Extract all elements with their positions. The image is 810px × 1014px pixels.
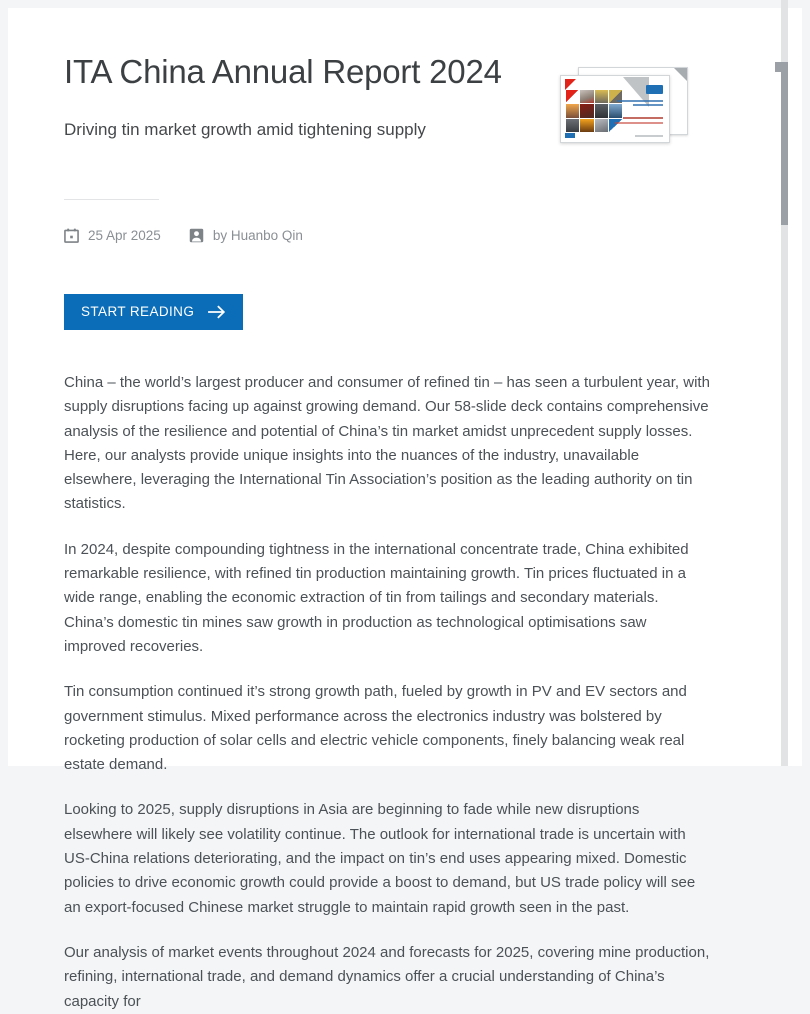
cover-footer-line: [635, 135, 663, 137]
start-reading-button[interactable]: [64, 294, 243, 330]
start-reading-label: START READING: [81, 304, 195, 320]
body-paragraph: Looking to 2025, supply disruptions in Asia are beginning to fade while new disruptions elsewhere will likely see volatility continue. The outlook for international trade is uncertain with US-China relations deteriorating, and the impact on tin’s end uses appearing mixed. Domestic policies to drive economic growth could provide a boost to demand, but US trade policy will see an export-focused Chinese market struggle to maintain rapid growth seen in the past.: [64, 801, 696, 916]
article-header-text: [64, 48, 560, 142]
calendar-icon: [64, 228, 79, 243]
page-shell: [8, 8, 802, 1010]
mosaic-tile: [595, 104, 608, 117]
body-paragraph: Tin consumption continued it’s strong growth path, fueled by growth in PV and EV sectors and government stimulus. Mixed performance across the electronics industry was bolstered by rocketing production of solar cells and electric vehicle components, finely balancing weak real estate demand.: [64, 683, 687, 774]
body-paragraph: Our analysis of market events throughout 2024 and forecasts for 2025, covering mine production, refining, international trade, and demand dynamics offer a crucial understanding of China’s capacity for: [64, 943, 710, 1010]
mosaic-tile: [595, 90, 608, 103]
cover-text-line: [615, 122, 663, 124]
cover-photo-mosaic: [566, 90, 622, 132]
report-cover-thumbnail[interactable]: [560, 67, 688, 143]
cover-text-line: [633, 104, 663, 106]
meta-divider: [64, 199, 159, 200]
mosaic-tile: [595, 119, 608, 132]
cover-text-line: [617, 100, 663, 102]
cover-footer-badge: [565, 133, 575, 138]
mosaic-tile: [580, 104, 593, 117]
mosaic-tile: [609, 119, 622, 132]
scrollbar-thumb[interactable]: [781, 68, 788, 225]
author-name: by Huanbo Qin: [212, 227, 303, 243]
article-header: [64, 48, 710, 143]
red-triangle-icon: [565, 79, 576, 90]
cover-text-line: [623, 117, 663, 119]
cover-slide-front: [560, 75, 670, 143]
body-paragraph: In 2024, despite compounding tightness in the international concentrate trade, China exhibited remarkable resilience, with refined tin production maintaining growth. Tin prices fluctuated in a wide range, enabling the economic extraction of tin from tailings and secondary materials. China’s domestic tin mines saw growth in production as technological optimisations saw improved recoveries.: [64, 540, 689, 655]
person-icon: [189, 228, 204, 243]
article-body: [64, 371, 710, 1014]
mosaic-tile: [580, 119, 593, 132]
arrow-right-icon: [208, 305, 226, 319]
page-title: ITA China Annual Report 2024: [64, 53, 502, 90]
mosaic-tile: [566, 119, 579, 132]
page-subtitle: Driving tin market growth amid tightening supply: [64, 120, 426, 140]
cta-wrapper: [64, 294, 710, 330]
author: [189, 228, 303, 243]
publish-date-text: 25 Apr 2025: [88, 227, 161, 243]
mosaic-tile: [609, 104, 622, 117]
mosaic-tile: [580, 90, 593, 103]
article-meta: [64, 228, 710, 243]
vertical-scrollbar[interactable]: [781, 0, 788, 766]
publish-date: [64, 228, 161, 243]
body-paragraph: China – the world’s largest producer and consumer of refined tin – has seen a turbulent year, with supply disruptions facing up against growing demand. Our 58-slide deck contains comprehensive analysis of the resilience and potential of China’s tin market amidst unprecedent supply losses. Here, our analysts provide unique insights into the nuances of the industry, unavailable elsewhere, leveraging the International Tin Association’s position as the leading authority on tin statistics.: [64, 374, 710, 513]
mosaic-tile: [566, 104, 579, 117]
article-card: [8, 8, 766, 1010]
corner-fold-icon: [674, 68, 687, 81]
mosaic-tile: [566, 90, 579, 103]
ita-logo-icon: [646, 85, 663, 94]
